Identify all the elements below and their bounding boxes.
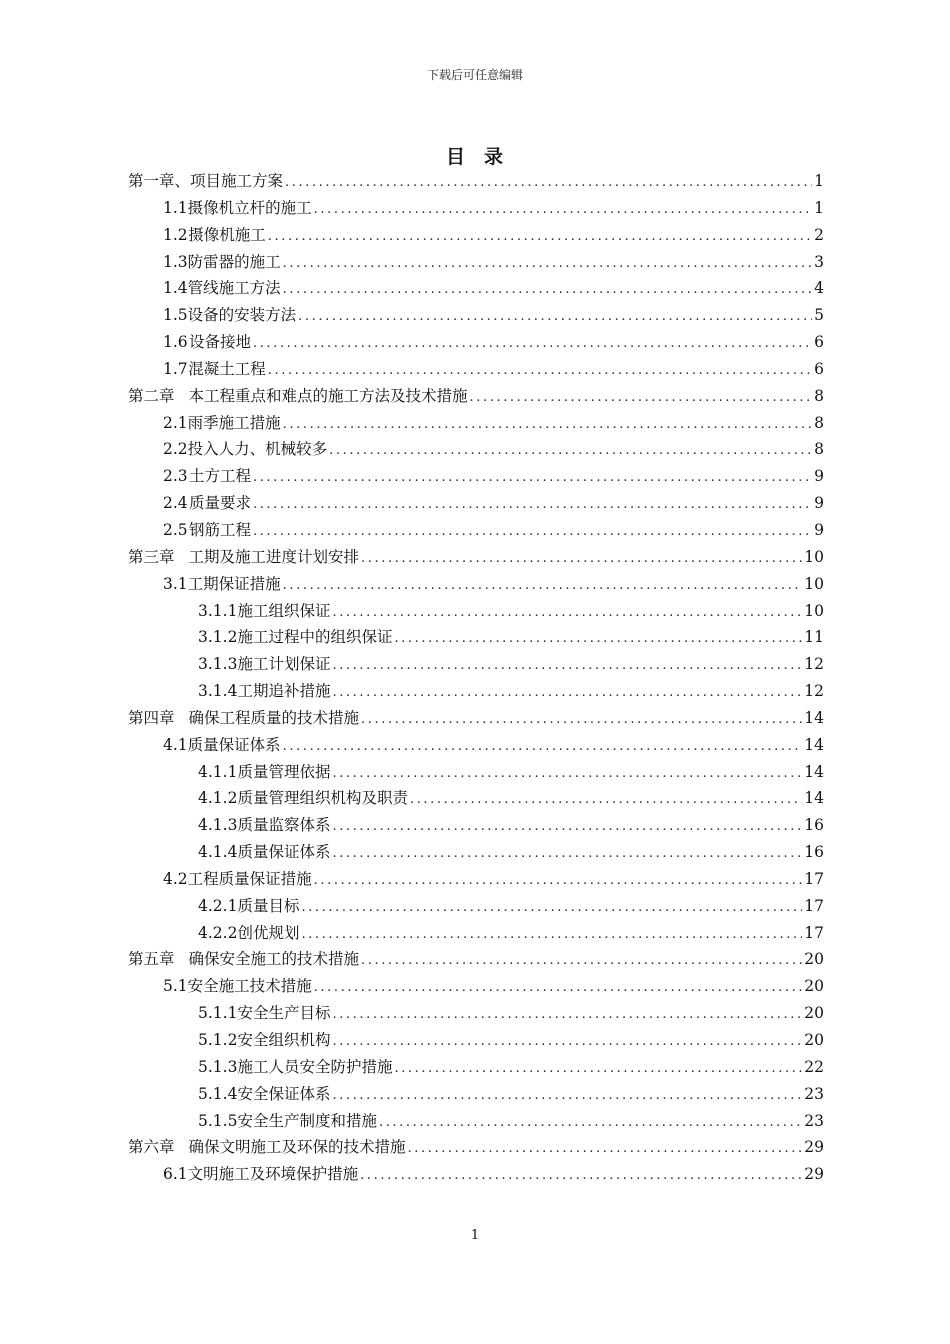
toc-entry-title: 项目施工方案: [190, 172, 284, 190]
toc-entry-number: 第二章: [128, 386, 175, 405]
table-of-contents: [128, 168, 824, 1188]
toc-entry-page: 8: [814, 386, 824, 405]
toc-leader-dots: [283, 573, 803, 600]
toc-entry[interactable]: [128, 383, 824, 410]
toc-entry-number: 3.1: [163, 574, 188, 593]
toc-entry-page: 14: [804, 735, 824, 754]
toc-entry-title: 工期及施工进度计划安排: [188, 547, 360, 566]
toc-entry-page: 9: [814, 494, 824, 513]
toc-entry-page: 12: [804, 682, 824, 701]
toc-leader-dots: [332, 1002, 802, 1029]
toc-entry-number: 2.1: [163, 413, 188, 432]
toc-entry-title: 工期追补措施: [237, 682, 331, 701]
toc-entry-title: 管线施工方法: [187, 279, 281, 298]
toc-entry-page: 11: [804, 628, 824, 647]
toc-entry-number: 第三章: [128, 547, 175, 566]
toc-entry-number: 1.3: [163, 252, 188, 271]
toc-entry-page: 9: [814, 467, 824, 486]
toc-entry-number: 4.2: [163, 869, 188, 888]
toc-entry[interactable]: [128, 759, 824, 786]
toc-entry-title: 摄像机立杆的施工: [187, 198, 312, 217]
toc-leader-dots: [283, 251, 812, 278]
toc-entry-title: 混凝土工程: [188, 359, 266, 378]
toc-entry-number: 4.2.2: [198, 923, 238, 942]
toc-entry-title: 确保工程质量的技术措施: [188, 708, 360, 727]
toc-leader-dots: [283, 412, 812, 439]
toc-entry-number: 3.1.3: [198, 655, 238, 674]
toc-entry[interactable]: [128, 893, 824, 920]
toc-entry-page: 1: [814, 172, 824, 190]
toc-entry-title: 确保文明施工及环保的技术措施: [188, 1138, 406, 1157]
toc-entry[interactable]: [128, 946, 824, 973]
toc-leader-dots: [394, 626, 802, 653]
toc-entry[interactable]: [128, 490, 824, 517]
toc-entry[interactable]: [128, 920, 824, 947]
toc-entry[interactable]: [128, 1027, 824, 1054]
toc-entry-number: 1.5: [163, 306, 188, 325]
toc-entry-number: 2.4: [163, 494, 188, 513]
toc-leader-dots: [301, 895, 802, 922]
toc-title: [0, 142, 950, 169]
toc-entry-page: 8: [814, 440, 824, 459]
toc-leader-dots: [332, 680, 802, 707]
toc-entry-number: 1.1: [163, 198, 188, 217]
toc-entry-number: 4.1.4: [198, 843, 238, 862]
toc-entry-title: 雨季施工措施: [187, 413, 281, 432]
toc-entry-number: 第一章、: [128, 172, 191, 190]
toc-entry-page: 14: [804, 708, 824, 727]
toc-entry-number: 第五章: [128, 950, 175, 969]
toc-entry-title: 质量管理组织机构及职责: [237, 789, 408, 808]
toc-entry-title: 安全组织机构: [237, 1031, 331, 1049]
toc-entry[interactable]: [128, 973, 824, 1000]
toc-entry-number: 2.5: [163, 520, 188, 539]
toc-entry-page: 6: [814, 359, 824, 378]
toc-entry[interactable]: [128, 275, 824, 302]
toc-entry-title: 创优规划: [237, 923, 300, 942]
toc-entry[interactable]: [128, 1054, 824, 1081]
toc-entry-title: 确保安全施工的技术措施: [188, 950, 360, 969]
toc-leader-dots: [379, 1110, 802, 1137]
toc-entry[interactable]: [128, 463, 824, 490]
toc-entry-page: 20: [804, 977, 824, 996]
toc-leader-dots: [470, 385, 813, 412]
toc-leader-dots: [332, 1029, 802, 1056]
toc-leader-dots: [332, 841, 802, 868]
toc-leader-dots: [361, 546, 802, 573]
toc-entry-title: 安全生产制度和措施: [237, 1111, 377, 1130]
toc-leader-dots: [268, 224, 812, 251]
toc-entry-title: 质量保证体系: [237, 843, 331, 862]
toc-entry-page: 10: [804, 547, 824, 566]
toc-entry-number: 5.1.1: [198, 1004, 238, 1023]
toc-entry-title: 质量监察体系: [237, 816, 331, 835]
toc-entry[interactable]: [128, 732, 824, 759]
toc-entry[interactable]: [128, 678, 824, 705]
toc-entry-number: 4.1.1: [198, 762, 238, 781]
toc-leader-dots: [329, 438, 812, 465]
toc-entry-page: 17: [804, 896, 824, 915]
toc-entry-title: 施工过程中的组织保证: [237, 628, 393, 647]
toc-entry-title: 安全施工技术措施: [187, 977, 312, 996]
toc-entry-page: 20: [804, 1031, 824, 1049]
toc-leader-dots: [283, 734, 803, 761]
toc-entry-number: 5.1.4: [198, 1084, 238, 1103]
toc-entry-page: 17: [804, 923, 824, 942]
toc-entry[interactable]: [128, 436, 824, 463]
toc-entry-page: 6: [814, 333, 824, 352]
toc-entry-title: 质量保证体系: [187, 735, 281, 754]
toc-entry[interactable]: [128, 598, 824, 625]
toc-entry-number: 1.2: [163, 225, 188, 244]
toc-entry-page: 4: [814, 279, 824, 298]
toc-entry-page: 10: [804, 601, 824, 620]
toc-leader-dots: [394, 1056, 802, 1083]
toc-entry-number: 5.1: [163, 977, 188, 996]
toc-leader-dots: [253, 519, 812, 546]
toc-entry-page: 20: [804, 1004, 824, 1023]
toc-entry-number: 4.2.1: [198, 896, 238, 915]
toc-entry[interactable]: [128, 356, 824, 383]
toc-leader-dots: [408, 1136, 803, 1163]
toc-entry-page: 2: [814, 225, 824, 244]
toc-entry-title: 摄像机施工: [188, 225, 266, 244]
toc-entry-page: 29: [804, 1165, 824, 1184]
toc-entry-number: 3.1.1: [198, 601, 238, 620]
toc-leader-dots: [332, 1083, 802, 1110]
toc-entry-number: 3.1.4: [198, 682, 238, 701]
toc-entry-page: 22: [804, 1057, 824, 1076]
toc-leader-dots: [253, 465, 812, 492]
toc-entry-number: 5.1.3: [198, 1057, 238, 1076]
toc-leader-dots: [361, 707, 802, 734]
toc-leader-dots: [253, 492, 812, 519]
toc-entry-page: 8: [814, 413, 824, 432]
toc-entry[interactable]: [128, 651, 824, 678]
toc-entry[interactable]: [128, 517, 824, 544]
toc-leader-dots: [285, 170, 812, 197]
page-header: 下载后可任意编辑: [426, 68, 523, 82]
toc-entry-title: 防雷器的施工: [187, 252, 281, 271]
toc-entry-title: 钢筋工程: [188, 520, 251, 539]
page-number: 1: [470, 1228, 480, 1243]
toc-entry-number: 4.1.3: [198, 816, 238, 835]
toc-entry-title: 质量目标: [237, 896, 300, 915]
toc-entry[interactable]: [128, 1161, 824, 1188]
toc-entry-number: 3.1.2: [198, 628, 238, 647]
toc-entry[interactable]: [128, 866, 824, 893]
toc-entry-title: 施工计划保证: [237, 655, 331, 674]
toc-entry-title: 工期保证措施: [187, 574, 281, 593]
toc-entry[interactable]: [128, 571, 824, 598]
toc-entry-title: 文明施工及环境保护措施: [187, 1165, 359, 1184]
toc-entry-title: 设备接地: [188, 333, 251, 352]
toc-entry-title: 质量要求: [188, 494, 251, 513]
toc-entry-number: 第四章: [128, 708, 175, 727]
toc-title-right: 录: [484, 146, 505, 168]
toc-entry-page: 9: [814, 520, 824, 539]
toc-leader-dots: [360, 1163, 802, 1190]
toc-entry-number: 1.7: [163, 359, 188, 378]
toc-entry-page: 16: [804, 843, 824, 862]
toc-entry-number: 6.1: [163, 1165, 188, 1184]
toc-leader-dots: [332, 600, 802, 627]
toc-entry-title: 本工程重点和难点的施工方法及技术措施: [188, 386, 468, 405]
toc-title-left: 目: [445, 146, 466, 168]
toc-entry-page: 10: [804, 574, 824, 593]
toc-leader-dots: [314, 868, 803, 895]
toc-entry[interactable]: [128, 329, 824, 356]
toc-leader-dots: [332, 814, 802, 841]
toc-entry-page: 3: [814, 252, 824, 271]
toc-entry-page: 12: [804, 655, 824, 674]
toc-leader-dots: [301, 922, 802, 949]
toc-entry-page: 5: [814, 306, 824, 325]
toc-entry[interactable]: [128, 1134, 824, 1161]
toc-entry[interactable]: [128, 1108, 824, 1135]
toc-entry-number: 第六章: [128, 1138, 175, 1157]
toc-entry-title: 设备的安装方法: [187, 306, 297, 325]
toc-entry-page: 1: [814, 198, 824, 217]
toc-entry-page: 20: [804, 950, 824, 969]
toc-entry-page: 16: [804, 816, 824, 835]
toc-entry-number: 5.1.2: [198, 1031, 238, 1049]
toc-entry-page: 23: [804, 1084, 824, 1103]
toc-entry[interactable]: [128, 410, 824, 437]
toc-entry[interactable]: [128, 302, 824, 329]
toc-entry-page: 14: [804, 762, 824, 781]
toc-entry[interactable]: [128, 195, 824, 222]
toc-leader-dots: [314, 197, 812, 224]
toc-entry-page: 14: [804, 789, 824, 808]
toc-leader-dots: [410, 787, 802, 814]
toc-entry[interactable]: [128, 1000, 824, 1027]
toc-leader-dots: [298, 304, 812, 331]
toc-leader-dots: [332, 761, 802, 788]
toc-leader-dots: [283, 277, 812, 304]
toc-entry[interactable]: [128, 705, 824, 732]
toc-entry[interactable]: [128, 222, 824, 249]
toc-entry-page: 17: [804, 869, 824, 888]
toc-leader-dots: [332, 653, 802, 680]
toc-entry[interactable]: [128, 249, 824, 276]
toc-entry-page: 23: [804, 1111, 824, 1130]
toc-entry[interactable]: [128, 168, 824, 195]
toc-leader-dots: [361, 948, 802, 975]
toc-entry-title: 土方工程: [188, 467, 251, 486]
toc-entry-number: 2.3: [163, 467, 188, 486]
toc-entry-title: 安全保证体系: [237, 1084, 331, 1103]
toc-entry-title: 工程质量保证措施: [187, 869, 312, 888]
toc-entry-title: 投入人力、机械较多: [187, 440, 328, 459]
toc-entry-number: 1.4: [163, 279, 188, 298]
toc-entry[interactable]: [128, 624, 824, 651]
toc-entry-number: 2.2: [163, 440, 188, 459]
toc-entry[interactable]: [128, 812, 824, 839]
toc-entry[interactable]: [128, 785, 824, 812]
toc-entry[interactable]: [128, 544, 824, 571]
toc-entry[interactable]: [128, 1081, 824, 1108]
toc-leader-dots: [253, 331, 812, 358]
toc-entry[interactable]: [128, 839, 824, 866]
toc-entry-number: 4.1.2: [198, 789, 238, 808]
toc-entry-page: 29: [804, 1138, 824, 1157]
toc-entry-title: 施工组织保证: [237, 601, 331, 620]
toc-entry-title: 质量管理依据: [237, 762, 331, 781]
toc-entry-number: 1.6: [163, 333, 188, 352]
toc-entry-title: 施工人员安全防护措施: [237, 1057, 393, 1076]
toc-leader-dots: [268, 358, 812, 385]
toc-leader-dots: [314, 975, 803, 1002]
toc-entry-title: 安全生产目标: [237, 1004, 331, 1023]
toc-entry-number: 4.1: [163, 735, 188, 754]
toc-entry-number: 5.1.5: [198, 1111, 238, 1130]
